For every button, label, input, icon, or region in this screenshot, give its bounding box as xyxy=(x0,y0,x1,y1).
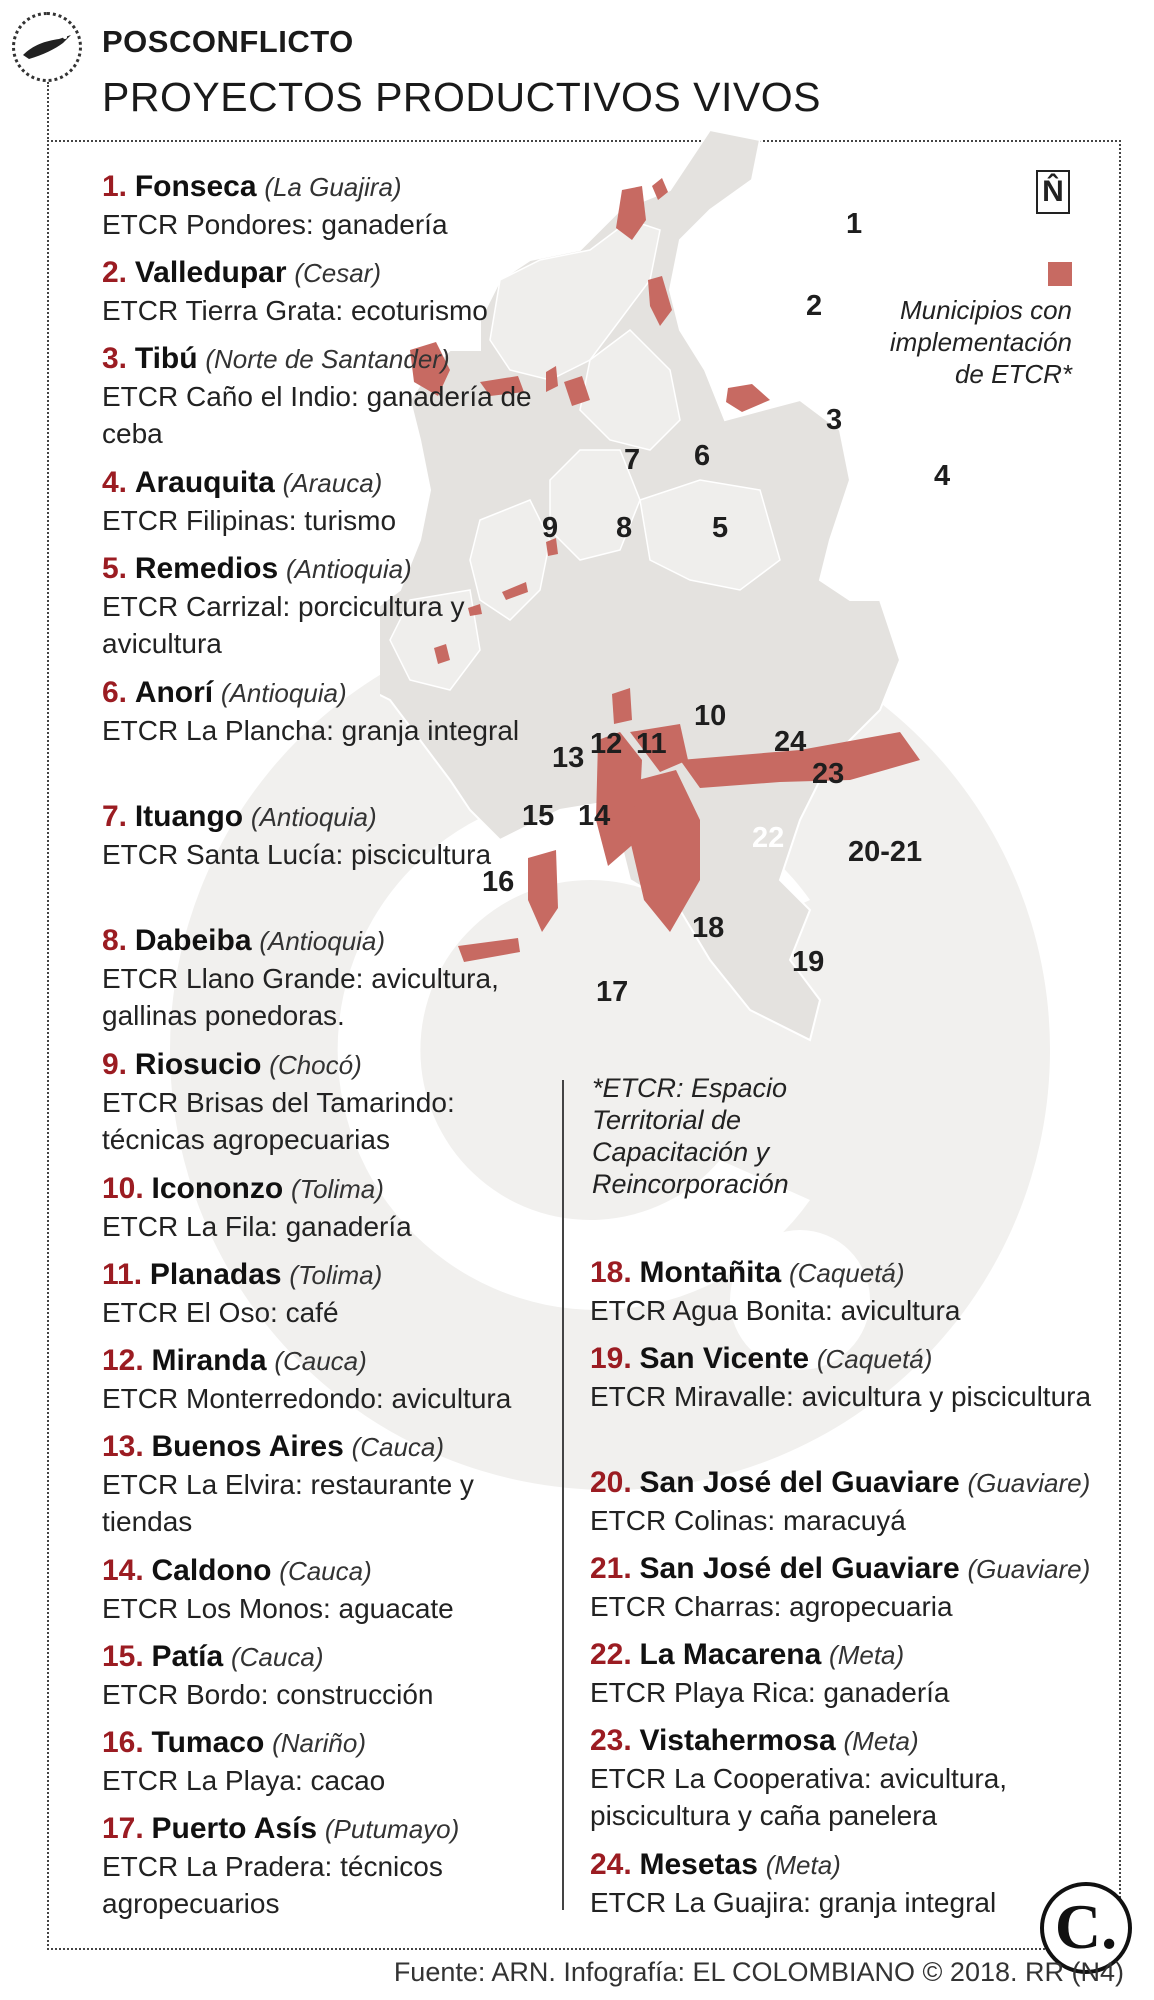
entry-dept: (Cauca) xyxy=(274,1346,367,1376)
entry-dept: (Caquetá) xyxy=(788,1258,905,1288)
map-label-2: 2 xyxy=(806,290,823,322)
entry-22 xyxy=(590,1636,1110,1711)
entry-number: 15. xyxy=(102,1640,144,1673)
map-label-16: 16 xyxy=(482,866,515,898)
map-label-7: 7 xyxy=(624,444,641,476)
entry-number: 14. xyxy=(102,1554,144,1587)
entry-13 xyxy=(102,1428,542,1540)
entry-18 xyxy=(590,1254,1110,1329)
entry-name: Dabeiba xyxy=(134,924,252,957)
entry-number: 5. xyxy=(102,552,128,585)
entry-dept: (Antioquia) xyxy=(220,678,347,708)
entry-number: 20. xyxy=(590,1466,632,1499)
entry-desc: ETCR Los Monos: aguacate xyxy=(102,1593,454,1624)
entry-name: Patía xyxy=(151,1640,224,1673)
map-label-11: 11 xyxy=(636,728,667,760)
entry-14 xyxy=(102,1552,542,1627)
entry-12 xyxy=(102,1342,552,1417)
entry-dept: (Antioquia) xyxy=(250,802,377,832)
entry-name: Montañita xyxy=(639,1256,782,1289)
map-label-3: 3 xyxy=(826,404,843,436)
entry-19 xyxy=(590,1340,1110,1415)
legend-swatch xyxy=(1048,262,1072,286)
entry-name: Ituango xyxy=(134,800,244,833)
entry-23 xyxy=(590,1722,1050,1834)
entry-4 xyxy=(102,464,542,539)
entry-dept: (Arauca) xyxy=(282,468,383,498)
entry-10 xyxy=(102,1170,542,1245)
map-label-17: 17 xyxy=(596,976,629,1008)
entry-desc: ETCR Llano Grande: avicultura, gallinas ponedoras. xyxy=(102,963,499,1031)
entry-number: 11. xyxy=(102,1258,143,1291)
map-label-15: 15 xyxy=(522,800,555,832)
entry-desc: ETCR Colinas: maracuyá xyxy=(590,1505,906,1536)
column-divider xyxy=(562,1080,564,1910)
entry-5 xyxy=(102,550,542,662)
entry-dept: (Chocó) xyxy=(269,1050,362,1080)
entry-dept: (Putumayo) xyxy=(324,1814,460,1844)
entry-name: Icononzo xyxy=(151,1172,284,1205)
entry-dept: (Meta) xyxy=(843,1726,919,1756)
entry-dept: (Cauca) xyxy=(351,1432,445,1462)
entry-dept: (Meta) xyxy=(829,1640,905,1670)
entry-desc: ETCR Pondores: ganadería xyxy=(102,209,448,240)
entry-number: 8. xyxy=(102,924,128,957)
entry-dept: (Tolima) xyxy=(290,1174,384,1204)
entry-dept: (Antioquia) xyxy=(259,926,386,956)
entry-desc: ETCR El Oso: café xyxy=(102,1297,339,1328)
entry-21 xyxy=(590,1550,1130,1625)
entry-name: Buenos Aires xyxy=(151,1430,344,1463)
entry-number: 13. xyxy=(102,1430,144,1463)
entry-desc: ETCR Monterredondo: avicultura xyxy=(102,1383,512,1414)
north-arrow-icon: N̂ xyxy=(1036,170,1070,214)
entry-17 xyxy=(102,1810,542,1922)
entry-desc: ETCR Agua Bonita: avicultura xyxy=(590,1295,961,1326)
map-label-19: 19 xyxy=(792,946,825,978)
entry-name: San José del Guaviare xyxy=(639,1466,960,1499)
entry-number: 23. xyxy=(590,1724,632,1757)
legend-label: Municipios con implementación de ETCR* xyxy=(889,295,1072,389)
entry-desc: ETCR Carrizal: porcicultura y avicultura xyxy=(102,591,465,659)
map-label-24: 24 xyxy=(774,726,807,758)
entry-number: 2. xyxy=(102,256,128,289)
entry-desc: ETCR La Elvira: restaurante y tiendas xyxy=(102,1469,474,1537)
entry-number: 19. xyxy=(590,1342,632,1375)
entry-name: San Vicente xyxy=(639,1342,810,1375)
entry-desc: ETCR La Pradera: técnicos agropecuarios xyxy=(102,1851,443,1919)
entry-name: Caldono xyxy=(151,1554,272,1587)
entry-desc: ETCR Filipinas: turismo xyxy=(102,505,397,536)
entry-name: Arauquita xyxy=(134,466,275,499)
entry-name: Planadas xyxy=(149,1258,282,1291)
entry-6 xyxy=(102,674,542,749)
entry-1 xyxy=(102,168,542,243)
entry-number: 4. xyxy=(102,466,128,499)
entry-11 xyxy=(102,1256,542,1331)
map-label-20-21: 20-21 xyxy=(848,836,923,868)
entry-dept: (Cesar) xyxy=(294,258,381,288)
map-label-1: 1 xyxy=(846,208,863,240)
map-label-6: 6 xyxy=(694,440,711,472)
entry-number: 10. xyxy=(102,1172,144,1205)
entry-desc: ETCR La Cooperativa: avicultura, piscicultura y caña panelera xyxy=(590,1763,1008,1831)
entry-dept: (Norte de Santander) xyxy=(205,344,450,374)
entry-desc: ETCR Playa Rica: ganadería xyxy=(590,1677,950,1708)
entry-number: 3. xyxy=(102,342,128,375)
entry-name: Anorí xyxy=(134,676,214,709)
entry-desc: ETCR La Fila: ganadería xyxy=(102,1211,412,1242)
entry-desc: ETCR Miravalle: avicultura y piscicultura xyxy=(590,1381,1092,1412)
entry-desc: ETCR La Playa: cacao xyxy=(102,1765,386,1796)
etcr-footnote: *ETCR: Espacio Territorial de Capacitación y Reincorporación xyxy=(592,1073,789,1199)
entry-name: San José del Guaviare xyxy=(639,1552,960,1585)
entry-dept: (Cauca) xyxy=(231,1642,324,1672)
entry-20 xyxy=(590,1464,1130,1539)
entry-dept: (La Guajira) xyxy=(264,172,402,202)
entry-9 xyxy=(102,1046,542,1158)
entry-dept: (Antioquia) xyxy=(285,554,412,584)
entry-dept: (Meta) xyxy=(765,1850,841,1880)
bird-icon xyxy=(15,15,79,79)
entry-2 xyxy=(102,254,542,329)
entry-24 xyxy=(590,1846,1030,1921)
entry-number: 16. xyxy=(102,1726,144,1759)
region-24 xyxy=(612,688,632,724)
entry-3 xyxy=(102,340,542,452)
entry-dept: (Guaviare) xyxy=(967,1468,1091,1498)
map-label-9: 9 xyxy=(542,512,559,544)
entry-desc: ETCR Caño el Indio: ganadería de ceba xyxy=(102,381,532,449)
map-label-4: 4 xyxy=(934,460,951,492)
entry-number: 21. xyxy=(590,1552,632,1585)
entry-name: Valledupar xyxy=(134,256,287,289)
section-kicker: POSCONFLICTO xyxy=(102,24,354,59)
entry-7 xyxy=(102,798,542,873)
entry-name: La Macarena xyxy=(639,1638,822,1671)
entry-name: Fonseca xyxy=(134,170,257,203)
entry-name: Remedios xyxy=(134,552,279,585)
map-label-12: 12 xyxy=(590,728,623,760)
entry-name: Tumaco xyxy=(151,1726,265,1759)
entry-number: 9. xyxy=(102,1048,128,1081)
entry-desc: ETCR Bordo: construcción xyxy=(102,1679,434,1710)
entry-desc: ETCR Santa Lucía: piscicultura xyxy=(102,839,492,870)
entry-desc: ETCR La Plancha: granja integral xyxy=(102,715,520,746)
region-4 xyxy=(726,384,770,412)
entry-dept: (Tolima) xyxy=(289,1260,383,1290)
map-label-14: 14 xyxy=(578,800,611,832)
entry-8 xyxy=(102,922,522,1034)
entry-name: Mesetas xyxy=(639,1848,758,1881)
entry-number: 18. xyxy=(590,1256,632,1289)
entry-name: Riosucio xyxy=(134,1048,262,1081)
map-label-22: 22 xyxy=(752,822,785,854)
el-colombiano-logo: C. xyxy=(1040,1882,1132,1974)
entry-name: Miranda xyxy=(151,1344,267,1377)
entry-desc: ETCR Tierra Grata: ecoturismo xyxy=(102,295,488,326)
section-logo xyxy=(12,12,82,82)
entry-dept: (Caquetá) xyxy=(816,1344,933,1374)
map-label-10: 10 xyxy=(694,700,727,732)
map-label-8: 8 xyxy=(616,512,633,544)
entry-name: Vistahermosa xyxy=(639,1724,836,1757)
entry-name: Puerto Asís xyxy=(151,1812,318,1845)
map-label-23: 23 xyxy=(812,758,845,790)
entry-dept: (Guaviare) xyxy=(967,1554,1091,1584)
page-title: PROYECTOS PRODUCTIVOS VIVOS xyxy=(102,74,821,120)
source-credit: Fuente: ARN. Infografía: EL COLOMBIANO © 2018. RR (N4) xyxy=(393,1957,1124,1987)
entry-number: 24. xyxy=(590,1848,632,1881)
entry-dept: (Nariño) xyxy=(272,1728,366,1758)
entry-number: 12. xyxy=(102,1344,144,1377)
frame-connector xyxy=(47,82,49,142)
entry-desc: ETCR La Guajira: granja integral xyxy=(590,1887,997,1918)
map-label-13: 13 xyxy=(552,742,585,774)
entry-desc: ETCR Charras: agropecuaria xyxy=(590,1591,953,1622)
entry-number: 6. xyxy=(102,676,128,709)
entry-number: 17. xyxy=(102,1812,144,1845)
entry-number: 7. xyxy=(102,800,128,833)
entry-16 xyxy=(102,1724,542,1799)
entry-dept: (Cauca) xyxy=(279,1556,372,1586)
entry-name: Tibú xyxy=(134,342,198,375)
entry-number: 22. xyxy=(590,1638,632,1671)
entry-number: 1. xyxy=(102,170,128,203)
entry-15 xyxy=(102,1638,542,1713)
entry-desc: ETCR Brisas del Tamarindo: técnicas agropecuarias xyxy=(102,1087,455,1155)
map-label-5: 5 xyxy=(712,512,729,544)
map-label-18: 18 xyxy=(692,912,725,944)
